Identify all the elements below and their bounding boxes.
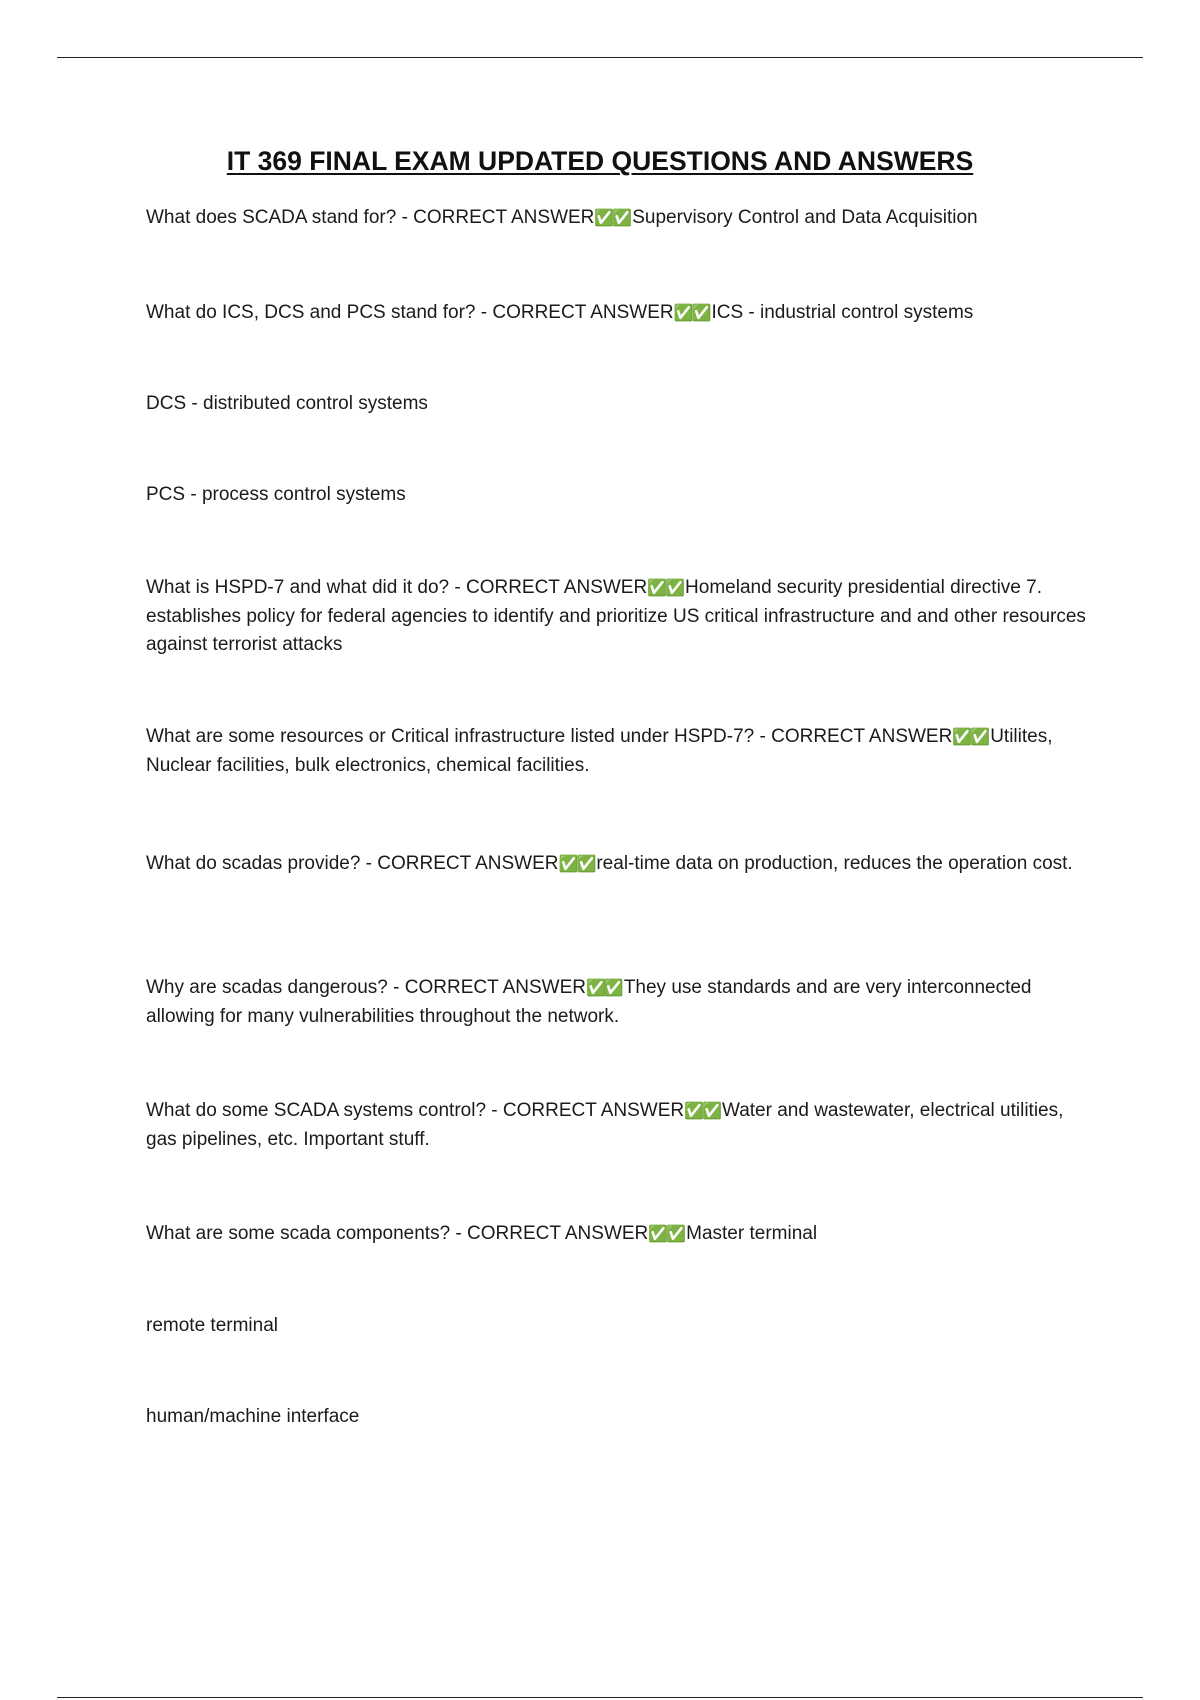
double-check-icon: ✅✅ <box>594 208 631 227</box>
answer-text: ICS - industrial control systems <box>711 302 974 323</box>
double-check-icon: ✅✅ <box>558 854 595 873</box>
qa-item-scadas-dangerous <box>146 974 1086 1031</box>
double-check-icon: ✅✅ <box>647 578 684 597</box>
question-text: What do scadas provide? - CORRECT ANSWER <box>146 853 559 874</box>
double-check-icon: ✅✅ <box>585 978 622 997</box>
bottom-rule <box>57 1697 1143 1698</box>
answer-text: Utilites, Nuclear facilities, bulk electronics, chemical facilities. <box>146 726 1053 776</box>
qa-item-ics-dcs-pcs <box>146 299 1086 328</box>
top-rule <box>57 57 1143 58</box>
double-check-icon: ✅✅ <box>673 303 710 322</box>
page-title: IT 369 FINAL EXAM UPDATED QUESTIONS AND ANSWERS <box>226 146 974 176</box>
qa-item-scada-control <box>146 1097 1086 1154</box>
answer-text: Supervisory Control and Data Acquisition <box>632 207 978 228</box>
question-text: What are some resources or Critical infrastructure listed under HSPD-7? - CORRECT ANSWER <box>146 726 953 747</box>
qa-item-hspd7 <box>146 574 1086 660</box>
answer-line-hmi: human/machine interface <box>146 1406 360 1427</box>
question-text: What do some SCADA systems control? - CORRECT ANSWER <box>146 1100 685 1121</box>
answer-text: They use standards and are very interconnected allowing for many vulnerabilities throughout the network. <box>146 977 1032 1027</box>
answer-line-remote-terminal: remote terminal <box>146 1315 278 1336</box>
question-text: What are some scada components? - CORRECT ANSWER <box>146 1223 649 1244</box>
qa-item-scadas-provide <box>146 850 1086 879</box>
double-check-icon: ✅✅ <box>952 727 989 746</box>
double-check-icon: ✅✅ <box>648 1224 685 1243</box>
qa-item-hspd7-resources <box>146 723 1086 780</box>
answer-text: Master terminal <box>686 1223 818 1244</box>
answer-line-pcs: PCS - process control systems <box>146 484 406 505</box>
double-check-icon: ✅✅ <box>684 1101 720 1120</box>
question-text: What is HSPD-7 and what did it do? - CORRECT ANSWER <box>146 577 648 598</box>
answer-text: Homeland security presidential directive 7. establishes policy for federal agencies to identify and prioritize US critical infrastructure and and other resources against terrorist attacks <box>146 577 1086 655</box>
question-text: What does SCADA stand for? - CORRECT ANSWER <box>146 207 595 228</box>
question-text: What do ICS, DCS and PCS stand for? - CORRECT ANSWER <box>146 302 674 323</box>
qa-item-scada <box>146 204 1086 233</box>
qa-item-scada-components <box>146 1220 1086 1249</box>
answer-text: real-time data on production, reduces the operation cost. <box>596 853 1073 874</box>
question-text: Why are scadas dangerous? - CORRECT ANSWER <box>146 977 586 998</box>
answer-text: Water and wastewater, electrical utilities, gas pipelines, etc. Important stuff. <box>146 1100 1064 1150</box>
answer-line-dcs: DCS - distributed control systems <box>146 393 428 414</box>
